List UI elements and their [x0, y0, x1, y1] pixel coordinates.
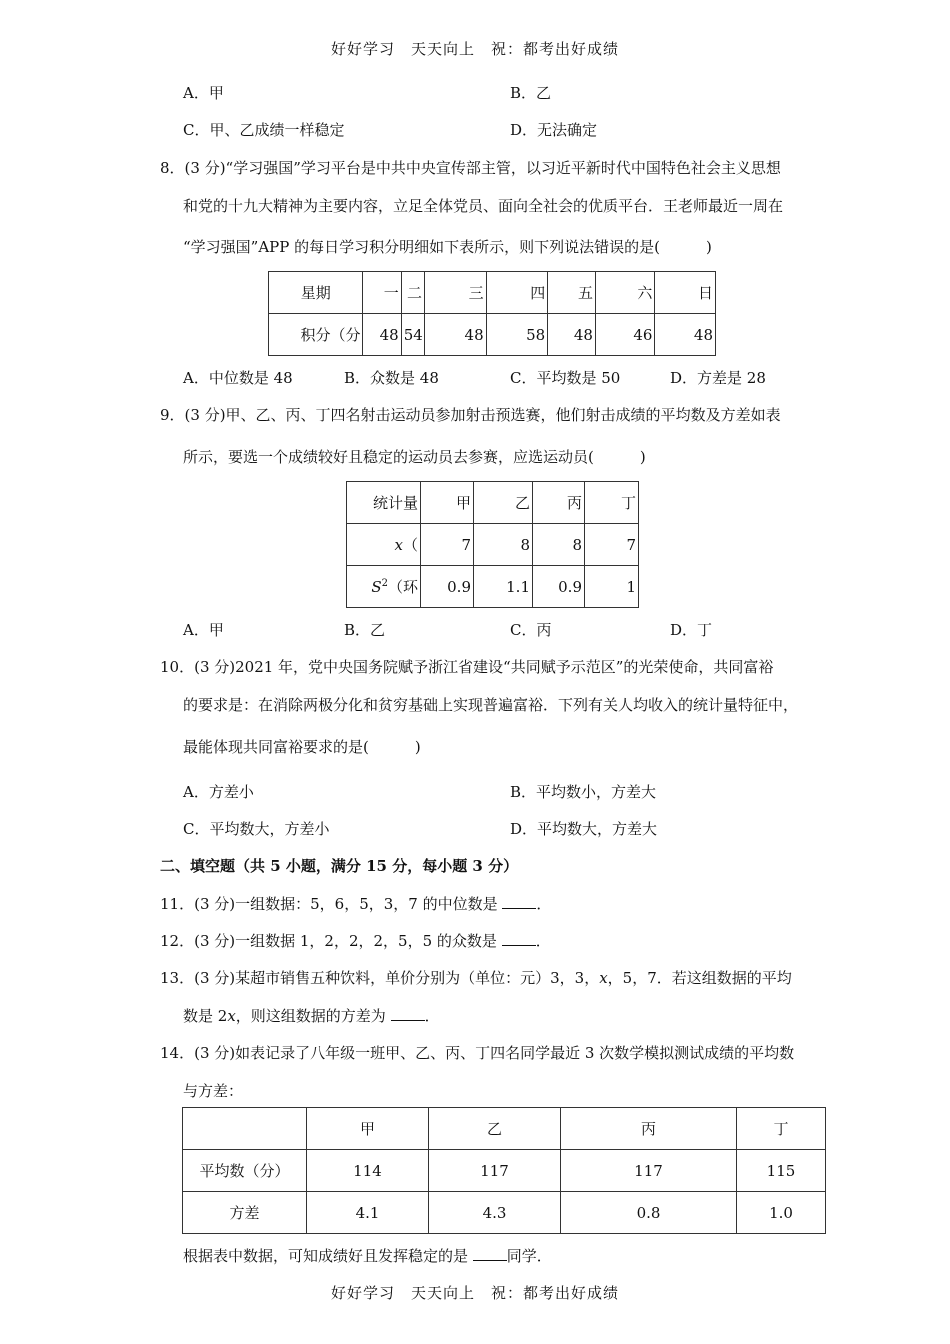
- table-cell: 7: [421, 524, 474, 566]
- q7-option-b: B．乙: [510, 84, 552, 102]
- table-row: [347, 482, 639, 524]
- q8-option-b: B．众数是 48: [344, 369, 439, 387]
- q7-option-a: A．甲: [183, 84, 224, 102]
- table-row: [269, 272, 716, 314]
- table-cell: 四: [486, 272, 548, 314]
- table-cell: 六: [595, 272, 654, 314]
- table-cell: 积分（分: [269, 314, 363, 356]
- table-cell: 甲: [307, 1108, 429, 1150]
- q11-text: 11．(3 分)一组数据：5，6，5，3，7 的中位数是: [160, 895, 498, 913]
- table-cell: 58: [486, 314, 548, 356]
- table-cell: 平均数（分）: [183, 1150, 307, 1192]
- table-cell: 三: [425, 272, 487, 314]
- q12-end: ．: [535, 932, 551, 950]
- q13-line-2-b: ，则这组数据的方差为: [235, 1007, 386, 1025]
- table-cell: 0.9: [421, 566, 474, 608]
- table-cell: 4.1: [307, 1192, 429, 1234]
- page-header: 好好学习 天天向上 祝：都考出好成绩: [330, 40, 619, 58]
- table-cell: 8: [474, 524, 533, 566]
- q14-line-2: 与方差：: [183, 1082, 244, 1100]
- q8-option-d: D．方差是 28: [670, 369, 766, 387]
- page-footer: 好好学习 天天向上 祝：都考出好成绩: [330, 1284, 619, 1302]
- variable-x: x: [227, 1007, 236, 1025]
- table-cell: 日: [655, 272, 716, 314]
- q8-line-1: 8．(3 分)“学习强国”学习平台是中共中央宣传部主管，以习近平新时代中国特色社会主义思想: [160, 159, 781, 177]
- q14-after: [183, 1245, 552, 1266]
- table-cell: 46: [595, 314, 654, 356]
- variance-symbol: S: [371, 578, 382, 596]
- answer-blank[interactable]: [502, 931, 536, 946]
- q8-score-table: [268, 271, 716, 356]
- table-cell: 统计量: [347, 482, 421, 524]
- table-row: [347, 566, 639, 608]
- q8-line-2: 和党的十九大精神为主要内容，立足全体党员、面向全社会的优质平台．王老师最近一周在: [183, 197, 784, 215]
- table-cell: 7: [585, 524, 639, 566]
- q9-line-1: 9．(3 分)甲、乙、丙、丁四名射击运动员参加射击预选赛，他们射击成绩的平均数及方差如表: [160, 406, 781, 424]
- q9-option-b: B．乙: [344, 621, 386, 639]
- q12: [160, 930, 551, 951]
- table-cell: 甲: [421, 482, 474, 524]
- table-cell: 117: [561, 1150, 737, 1192]
- q9-option-a: A．甲: [183, 621, 224, 639]
- table-cell: [347, 566, 421, 608]
- q13-line-1: [160, 967, 792, 988]
- answer-blank[interactable]: [391, 1006, 425, 1021]
- table-cell: 丙: [533, 482, 585, 524]
- q8-line-3: [183, 236, 712, 257]
- q13-line-1-b: ，5，7．若这组数据的平均: [607, 969, 792, 987]
- table-cell: 二: [401, 272, 424, 314]
- table-cell: 丁: [737, 1108, 826, 1150]
- q10-option-c: C．平均数大，方差小: [183, 820, 330, 838]
- q8-option-a: A．中位数是 48: [183, 369, 293, 387]
- table-cell: 48: [363, 314, 401, 356]
- q14-after-a: 根据表中数据，可知成绩好且发挥稳定的是: [183, 1247, 469, 1265]
- section-title: 二、填空题（共 5 小题，满分 15 分，每小题 3 分）: [160, 857, 519, 875]
- table-cell: 1.1: [474, 566, 533, 608]
- q14-score-table: [182, 1107, 826, 1234]
- table-cell: [347, 524, 421, 566]
- q10-option-b: B．平均数小，方差大: [510, 783, 657, 801]
- table-row: [269, 314, 716, 356]
- q13-line-2-a: 数是 2: [183, 1007, 228, 1025]
- table-cell: 丙: [561, 1108, 737, 1150]
- table-cell: 117: [429, 1150, 561, 1192]
- table-cell: 乙: [429, 1108, 561, 1150]
- q10-line-3-text: 最能体现共同富裕要求的是(: [183, 738, 369, 756]
- table-cell: 一: [363, 272, 401, 314]
- q9-line-2-end: ): [639, 448, 646, 466]
- q13-line-2: [183, 1005, 440, 1026]
- q13-line-1-a: 13．(3 分)某超市销售五种饮料，单价分别为（单位：元）3，3，: [160, 969, 600, 987]
- q8-option-c: C．平均数是 50: [510, 369, 621, 387]
- q14-after-b: 同学．: [506, 1247, 552, 1265]
- table-row: [183, 1108, 826, 1150]
- table-cell: 114: [307, 1150, 429, 1192]
- table-cell: 1: [585, 566, 639, 608]
- table-cell: 丁: [585, 482, 639, 524]
- q9-stats-table: [346, 481, 639, 608]
- table-cell: 乙: [474, 482, 533, 524]
- table-cell: 1.0: [737, 1192, 826, 1234]
- table-cell: 五: [548, 272, 596, 314]
- answer-blank[interactable]: [502, 894, 536, 909]
- answer-blank[interactable]: [473, 1246, 507, 1261]
- table-cell: 星期: [269, 272, 363, 314]
- table-row: [183, 1192, 826, 1234]
- q8-line-3-text: “学习强国”APP 的每日学习积分明细如下表所示，则下列说法错误的是(: [183, 238, 660, 256]
- table-cell: 48: [655, 314, 716, 356]
- q8-line-3-end: ): [705, 238, 712, 256]
- table-cell: 54: [401, 314, 424, 356]
- q9-option-c: C．丙: [510, 621, 552, 639]
- table-row: [183, 1150, 826, 1192]
- table-cell: 8: [533, 524, 585, 566]
- q10-line-1: 10．(3 分)2021 年，党中央国务院赋予浙江省建设“共同赋予示范区”的光荣使命，共同富裕: [160, 658, 774, 676]
- q14-line-1: 14．(3 分)如表记录了八年级一班甲、乙、丙、丁四名同学最近 3 次数学模拟测试成绩的平均数: [160, 1044, 795, 1062]
- table-cell: 115: [737, 1150, 826, 1192]
- q10-line-3-end: ): [414, 738, 421, 756]
- table-cell: 0.8: [561, 1192, 737, 1234]
- mean-symbol: x: [394, 536, 403, 554]
- q10-option-d: D．平均数大，方差大: [510, 820, 658, 838]
- table-row: [347, 524, 639, 566]
- q13-line-2-end: ．: [424, 1007, 440, 1025]
- table-cell: 0.9: [533, 566, 585, 608]
- variable-x: x: [599, 969, 608, 987]
- q9-line-2-text: 所示，要选一个成绩较好且稳定的运动员去参赛，应选运动员(: [183, 448, 594, 466]
- table-cell: 48: [425, 314, 487, 356]
- q11: [160, 893, 551, 914]
- table-cell: 48: [548, 314, 596, 356]
- q10-line-3: [183, 736, 421, 757]
- table-cell-label: （环: [387, 578, 418, 596]
- q7-option-d: D．无法确定: [510, 121, 598, 139]
- q10-option-a: A．方差小: [183, 783, 254, 801]
- table-cell: 4.3: [429, 1192, 561, 1234]
- q11-end: ．: [536, 895, 552, 913]
- table-cell: [183, 1108, 307, 1150]
- q9-option-d: D．丁: [670, 621, 713, 639]
- q9-line-2: [183, 446, 646, 467]
- q12-text: 12．(3 分)一组数据 1，2，2，2，5，5 的众数是: [160, 932, 497, 950]
- q7-option-c: C．甲、乙成绩一样稳定: [183, 121, 345, 139]
- table-cell: 方差: [183, 1192, 307, 1234]
- superscript: 2: [381, 578, 388, 589]
- table-cell-label: （: [402, 536, 418, 554]
- q10-line-2: 的要求是：在消除两极分化和贫穷基础上实现普遍富裕．下列有关人均收入的统计量特征中，: [183, 696, 799, 714]
